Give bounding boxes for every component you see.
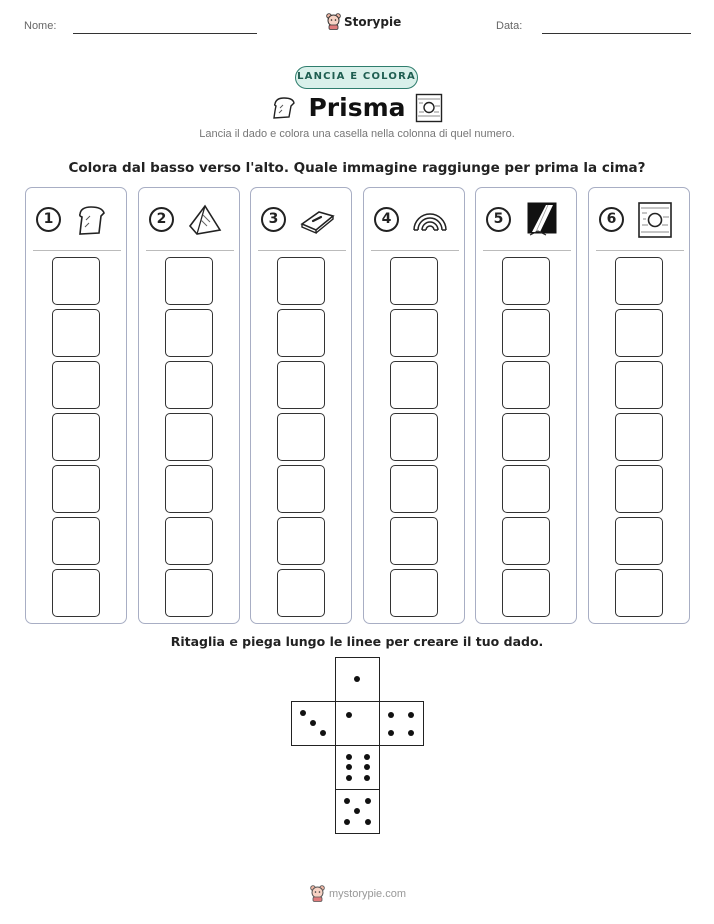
column-number: 3 <box>261 207 286 232</box>
color-cell[interactable] <box>502 413 550 461</box>
color-cell[interactable] <box>165 257 213 305</box>
footer-url[interactable]: mystorypie.com <box>329 887 407 900</box>
name-label: Nome: <box>24 20 57 32</box>
die-face-4 <box>379 701 424 746</box>
color-cell[interactable] <box>502 361 550 409</box>
logo-text: Storypie <box>344 14 402 29</box>
color-cell[interactable] <box>277 413 325 461</box>
color-cell[interactable] <box>277 309 325 357</box>
color-cell[interactable] <box>390 309 438 357</box>
color-cell[interactable] <box>52 361 100 409</box>
color-cell[interactable] <box>390 257 438 305</box>
activity-badge: LANCIA E COLORA <box>295 66 418 89</box>
date-line[interactable] <box>542 33 691 34</box>
column-divider <box>146 250 234 251</box>
color-cell[interactable] <box>502 465 550 513</box>
bear-mascot-icon <box>326 13 341 30</box>
wood-frame-icon <box>415 93 443 123</box>
color-cell[interactable] <box>165 465 213 513</box>
color-cell[interactable] <box>390 361 438 409</box>
color-cell[interactable] <box>390 413 438 461</box>
race-column-5 <box>475 187 577 624</box>
die-face-3 <box>291 701 336 746</box>
color-cell[interactable] <box>52 569 100 617</box>
color-cell[interactable] <box>615 361 663 409</box>
die-face-1 <box>335 701 380 746</box>
color-cell[interactable] <box>390 569 438 617</box>
color-cell[interactable] <box>502 569 550 617</box>
color-cell[interactable] <box>52 517 100 565</box>
color-cell[interactable] <box>277 465 325 513</box>
die-face-6 <box>335 745 380 790</box>
storypie-logo <box>326 13 401 30</box>
light-beam-icon <box>524 202 560 238</box>
color-cell[interactable] <box>615 257 663 305</box>
die-face-1 <box>335 657 380 702</box>
column-divider <box>371 250 459 251</box>
color-cell[interactable] <box>165 413 213 461</box>
race-column-2 <box>138 187 240 624</box>
color-cell[interactable] <box>390 465 438 513</box>
cut-instruction: Ritaglia e piega lungo le linee per creare il tuo dado. <box>170 634 544 649</box>
color-cell[interactable] <box>165 569 213 617</box>
triangle-prism-icon <box>187 202 223 238</box>
color-cell[interactable] <box>277 257 325 305</box>
color-cell[interactable] <box>277 569 325 617</box>
column-number: 2 <box>149 207 174 232</box>
race-column-3 <box>250 187 352 624</box>
name-line[interactable] <box>73 33 257 34</box>
color-cell[interactable] <box>52 257 100 305</box>
color-cell[interactable] <box>390 517 438 565</box>
color-cell[interactable] <box>615 465 663 513</box>
color-cell[interactable] <box>165 309 213 357</box>
color-cell[interactable] <box>277 517 325 565</box>
color-cell[interactable] <box>52 413 100 461</box>
rainbow-icon <box>412 202 448 238</box>
bread-slice-icon <box>74 202 110 238</box>
color-cell[interactable] <box>615 309 663 357</box>
column-divider <box>596 250 684 251</box>
page-title: Prisma <box>308 93 406 122</box>
race-column-1 <box>25 187 127 624</box>
bear-mascot-icon <box>310 885 325 902</box>
column-number: 6 <box>599 207 624 232</box>
color-cell[interactable] <box>52 465 100 513</box>
color-cell[interactable] <box>502 257 550 305</box>
column-number: 1 <box>36 207 61 232</box>
column-number: 5 <box>486 207 511 232</box>
date-label: Data: <box>496 20 523 32</box>
race-column-6 <box>588 187 690 624</box>
color-cell[interactable] <box>615 413 663 461</box>
column-divider <box>258 250 346 251</box>
column-number: 4 <box>374 207 399 232</box>
wood-frame-icon <box>637 202 673 238</box>
column-divider <box>33 250 121 251</box>
color-cell[interactable] <box>502 309 550 357</box>
race-column-4 <box>363 187 465 624</box>
glass-block-icon <box>299 202 335 238</box>
color-cell[interactable] <box>165 517 213 565</box>
footer <box>310 885 406 902</box>
color-cell[interactable] <box>502 517 550 565</box>
die-face-5 <box>335 789 380 834</box>
column-divider <box>483 250 571 251</box>
color-cell[interactable] <box>52 309 100 357</box>
color-cell[interactable] <box>615 569 663 617</box>
color-cell[interactable] <box>615 517 663 565</box>
color-cell[interactable] <box>277 361 325 409</box>
color-cell[interactable] <box>165 361 213 409</box>
subtitle: Lancia il dado e colora una casella nella colonna di quel numero. <box>199 128 515 140</box>
instruction: Colora dal basso verso l'alto. Quale immagine raggiunge per prima la cima? <box>68 160 646 176</box>
